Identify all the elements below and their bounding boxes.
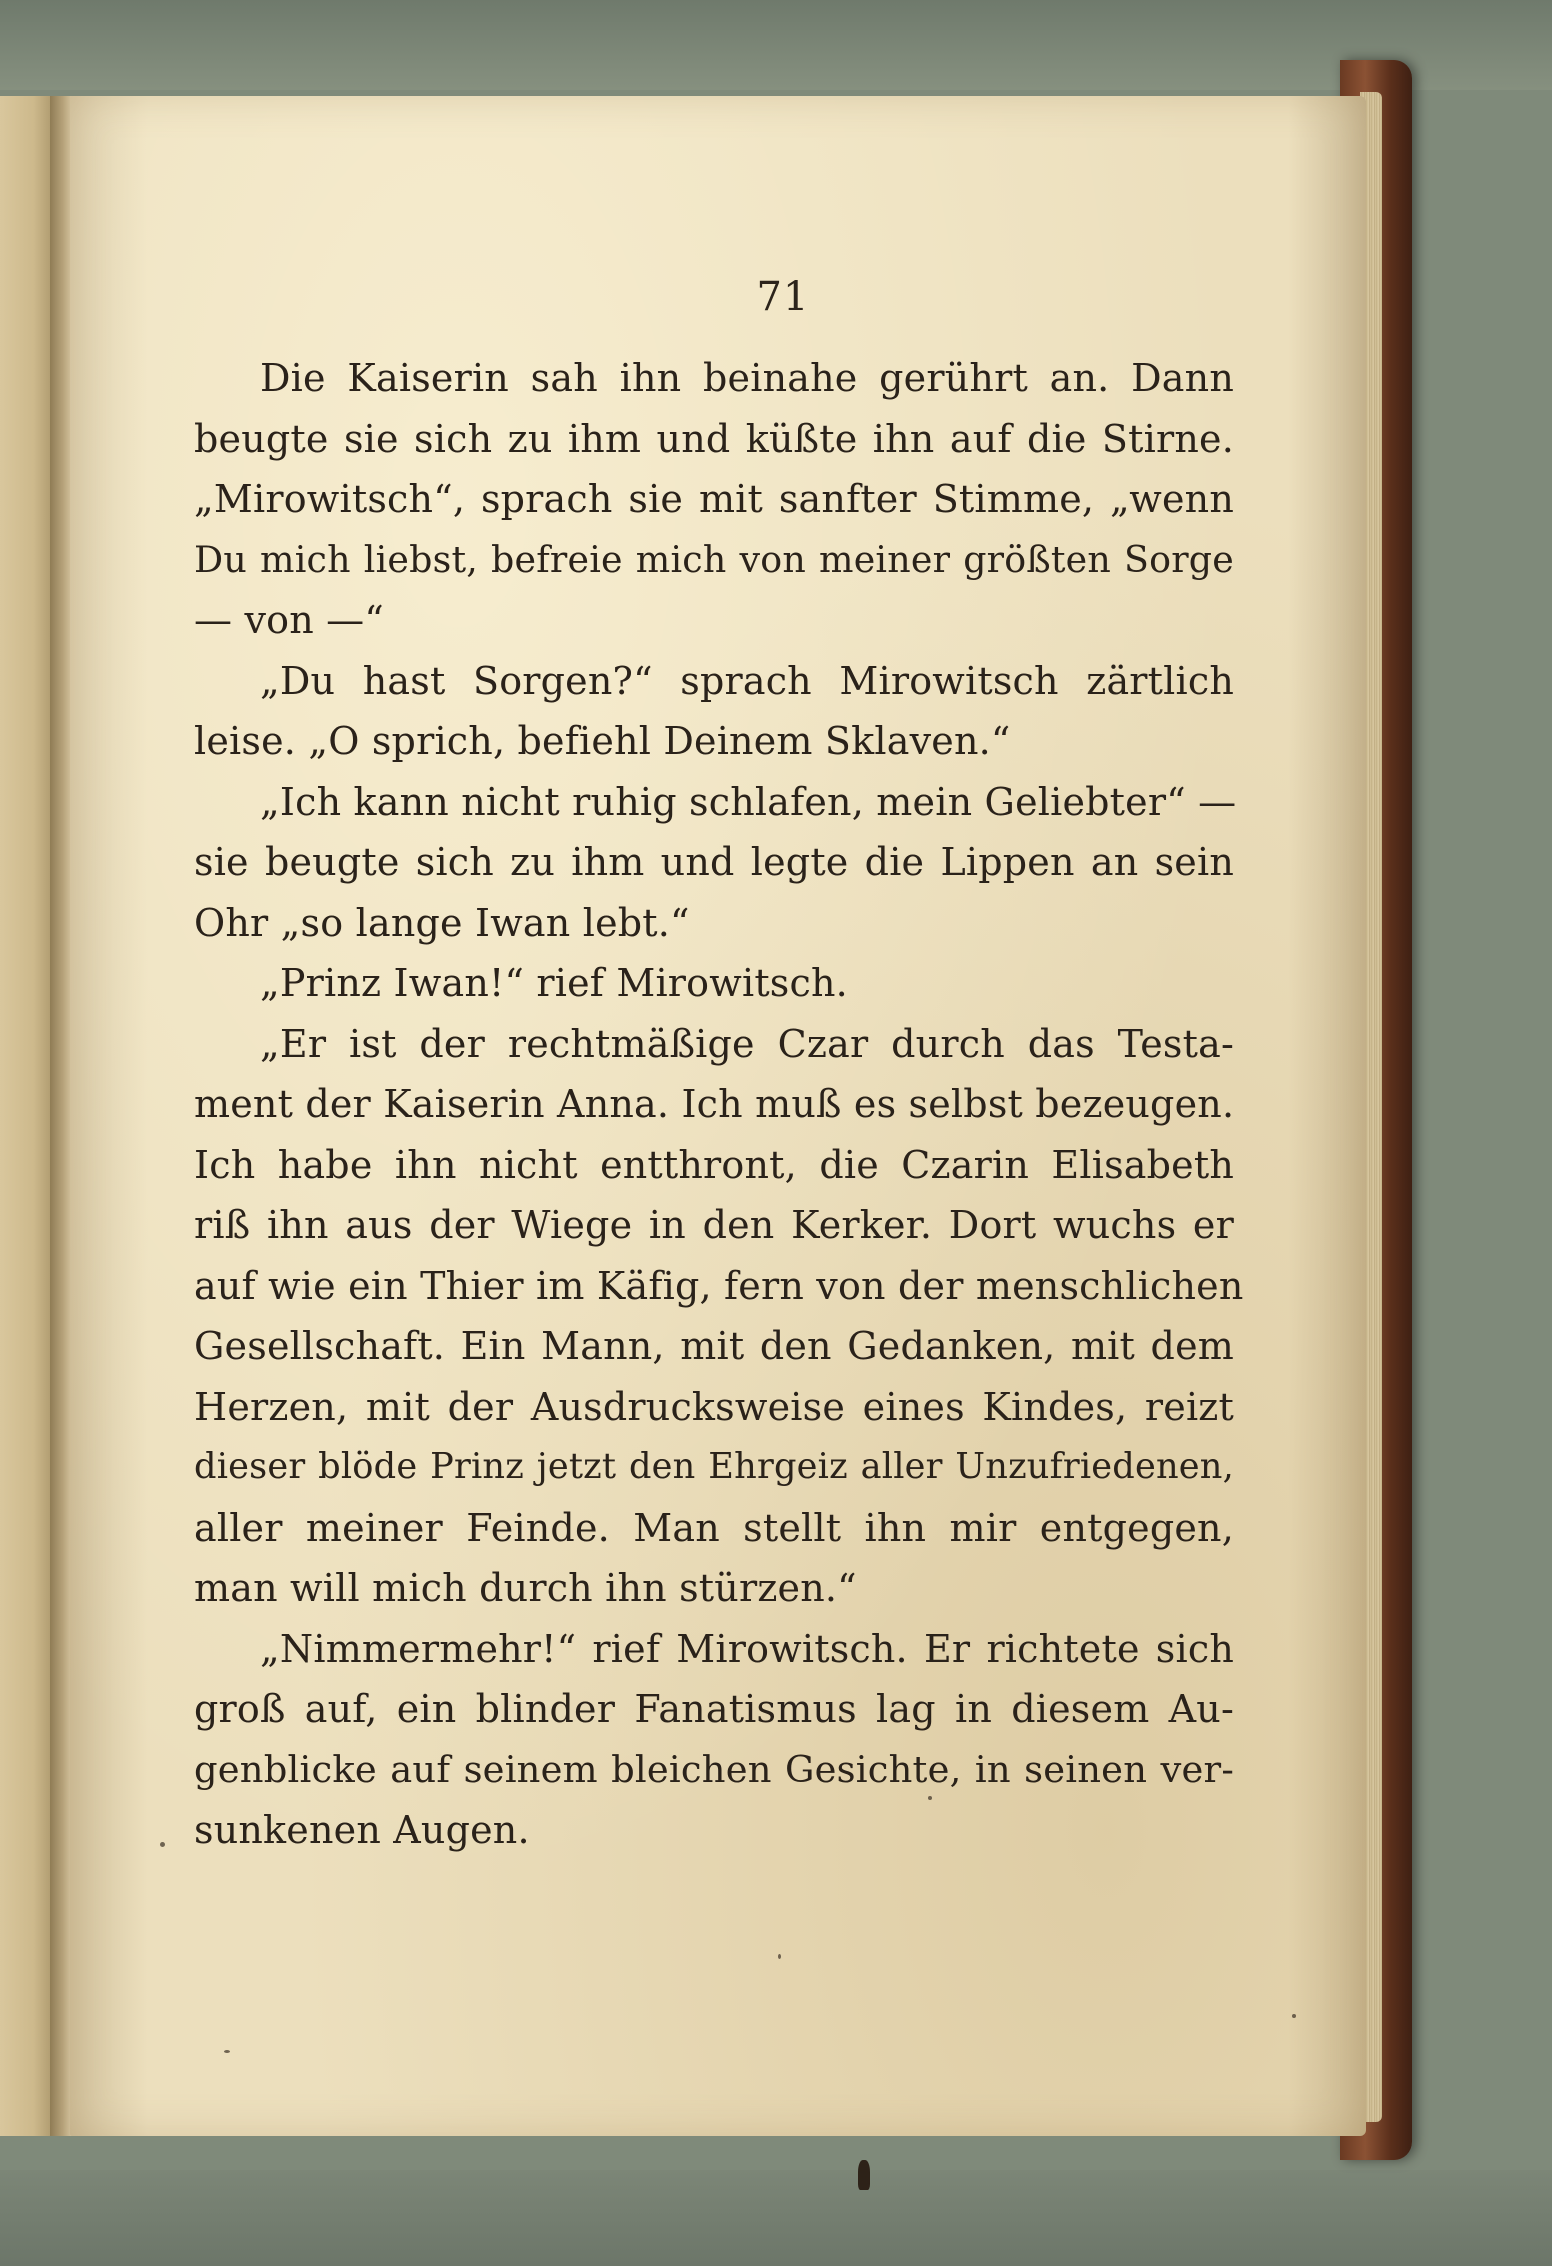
text-line: sunkenen Augen. (194, 1808, 530, 1852)
paper-speck (928, 1796, 932, 1800)
text-line: „Er ist der rechtmäßige Czar durch das Testa- (260, 1021, 1234, 1066)
text-line: Gesellschaft. Ein Mann, mit den Gedanken, mit dem (194, 1324, 1234, 1368)
text-line: auf wie ein Thier im Käfig, fern von der menschlichen (194, 1263, 1244, 1308)
text-line: man will mich durch ihn stürzen.“ (194, 1566, 857, 1610)
text-line: Ohr „so lange Iwan lebt.“ (194, 900, 690, 945)
text-line: beugte sie sich zu ihm und küßte ihn auf die Stirne. (194, 416, 1234, 461)
text-line: groß auf, ein blinder Fanatismus lag in diesem Au- (194, 1687, 1234, 1731)
page-text (194, 348, 1244, 1861)
paper-speck (224, 2050, 230, 2053)
text-line: riß ihn aus der Wiege in den Kerker. Dort wuchs er (194, 1203, 1234, 1247)
text-line: Ich habe ihn nicht entthront, die Czarin Elisabeth (194, 1142, 1234, 1187)
text-line: „Nimmermehr!“ rief Mirowitsch. Er richtete sich (260, 1626, 1234, 1671)
paper-speck (160, 1842, 165, 1847)
text-line: genblicke auf seinem bleichen Gesichte, in seinen ver- (194, 1747, 1234, 1791)
text-line: dieser blöde Prinz jetzt den Ehrgeiz aller Unzufriedenen, (194, 1446, 1234, 1487)
text-line: ment der Kaiserin Anna. Ich muß es selbst bezeugen. (194, 1082, 1235, 1126)
scan-backdrop-bottom (0, 2170, 1552, 2266)
scan-backdrop-top (0, 0, 1552, 90)
paper-speck (1292, 2014, 1296, 2018)
text-line: Die Kaiserin sah ihn beinahe gerührt an. Dann (260, 356, 1234, 400)
text-line: aller meiner Feinde. Man stellt ihn mir entgegen, (194, 1505, 1234, 1550)
text-line: „Ich kann nicht ruhig schlafen, mein Geliebter“ — (260, 779, 1237, 824)
text-line: „Prinz Iwan!“ rief Mirowitsch. (260, 961, 848, 1005)
text-line: „Mirowitsch“, sprach sie mit sanfter Stimme, „wenn (194, 477, 1234, 521)
page-number: 71 (756, 274, 810, 320)
text-line: Herzen, mit der Ausdrucksweise eines Kindes, reizt (194, 1384, 1234, 1429)
text-line: — von —“ (194, 598, 385, 642)
text-line: „Du hast Sorgen?“ sprach Mirowitsch zärtlich (260, 658, 1234, 703)
text-line: sie beugte sich zu ihm und legte die Lippen an sein (194, 840, 1234, 884)
paper-speck (778, 1954, 781, 1959)
scan-mark (858, 2160, 870, 2190)
book-page (70, 96, 1366, 2136)
previous-page-edge (0, 96, 56, 2136)
text-line: leise. „O sprich, befiehl Deinem Sklaven.“ (194, 719, 1011, 763)
text-line: Du mich liebst, befreie mich von meiner größten Sorge (194, 537, 1234, 581)
